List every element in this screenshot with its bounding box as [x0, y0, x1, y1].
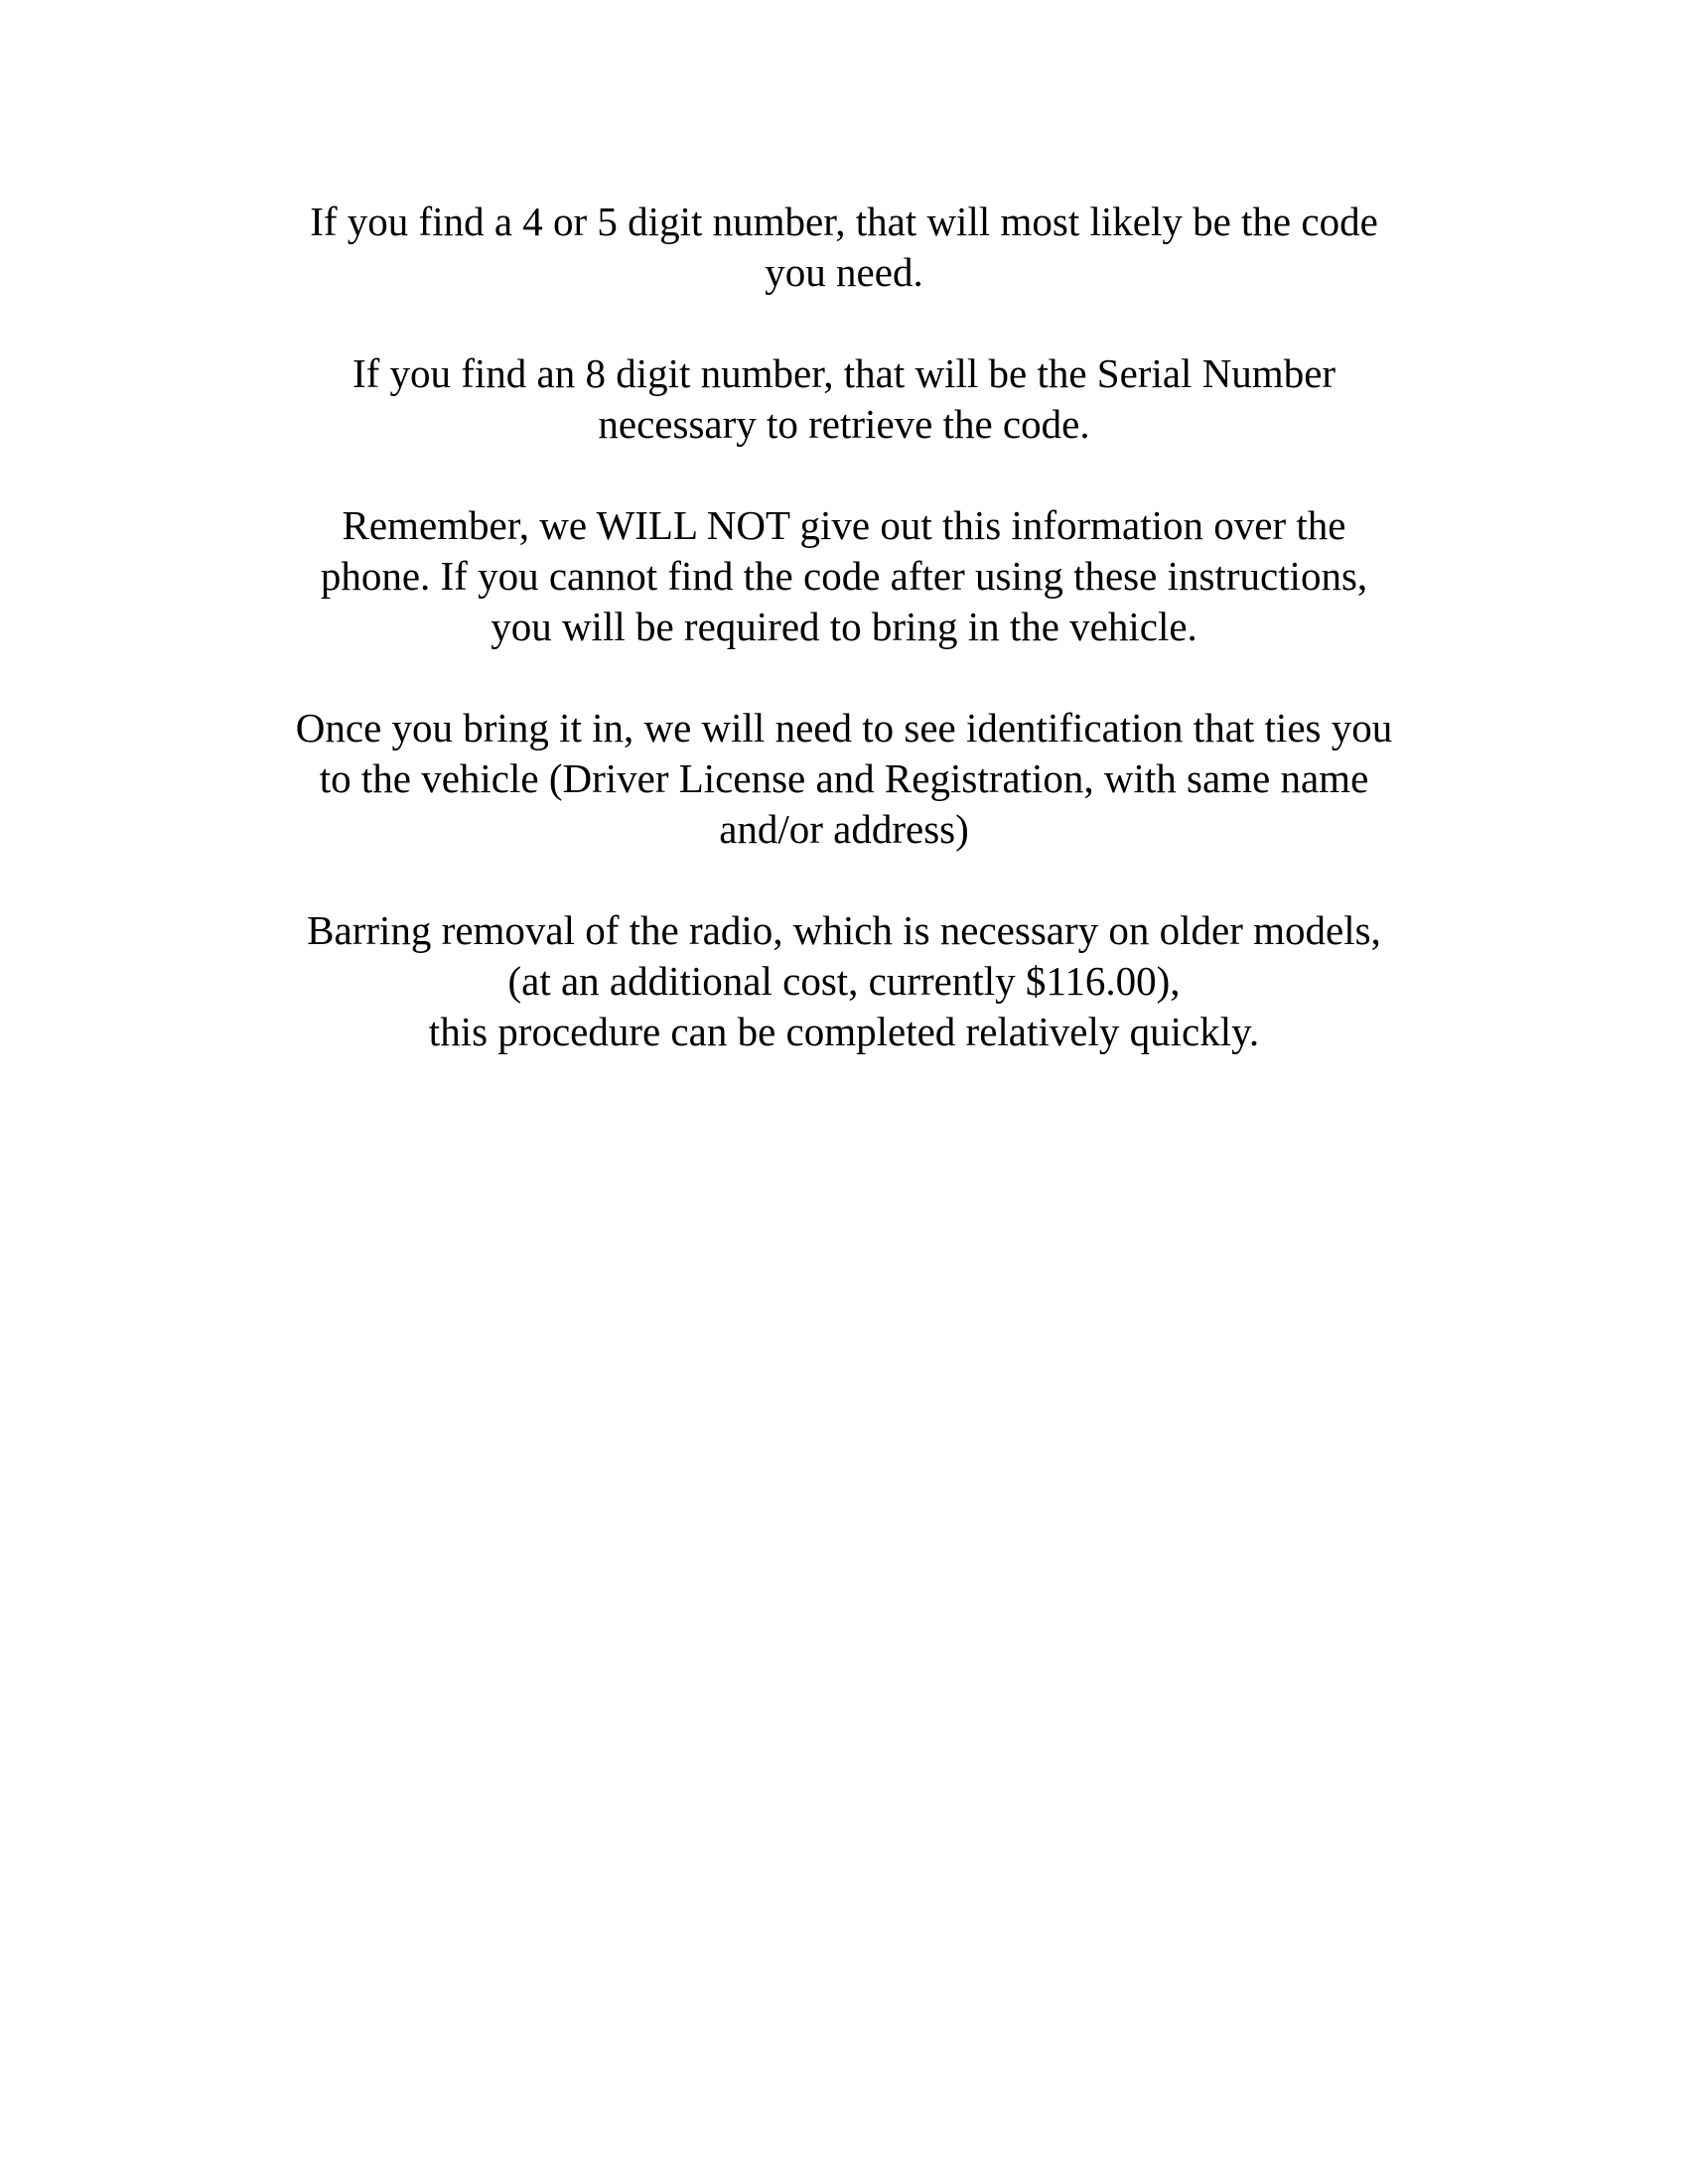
text-line: Remember, we WILL NOT give out this information over the	[342, 502, 1346, 548]
text-line: Barring removal of the radio, which is necessary on older models,	[307, 907, 1381, 953]
text-line: If you find an 8 digit number, that will be the Serial Number	[352, 350, 1336, 396]
text-line: phone. If you cannot find the code after using these instructions,	[320, 553, 1368, 599]
paragraph-code-number	[199, 197, 1489, 298]
paragraph-phone-policy	[199, 500, 1489, 652]
text-line: you will be required to bring in the vehicle.	[491, 604, 1197, 649]
paragraph-serial-number	[199, 348, 1489, 450]
text-line: to the vehicle (Driver License and Registration, with same name	[319, 755, 1369, 801]
text-line: Once you bring it in, we will need to see identification that ties you	[295, 705, 1393, 751]
paragraph-identification	[199, 703, 1489, 855]
text-line: If you find a 4 or 5 digit number, that will most likely be the code	[310, 199, 1378, 244]
text-line: and/or address)	[719, 806, 969, 852]
text-line: (at an additional cost, currently $116.00),	[507, 958, 1181, 1004]
text-line: this procedure can be completed relatively quickly.	[428, 1009, 1260, 1054]
text-line: necessary to retrieve the code.	[598, 401, 1090, 447]
text-line: you need.	[765, 249, 923, 295]
document-body	[199, 197, 1489, 1108]
paragraph-radio-removal	[199, 905, 1489, 1057]
